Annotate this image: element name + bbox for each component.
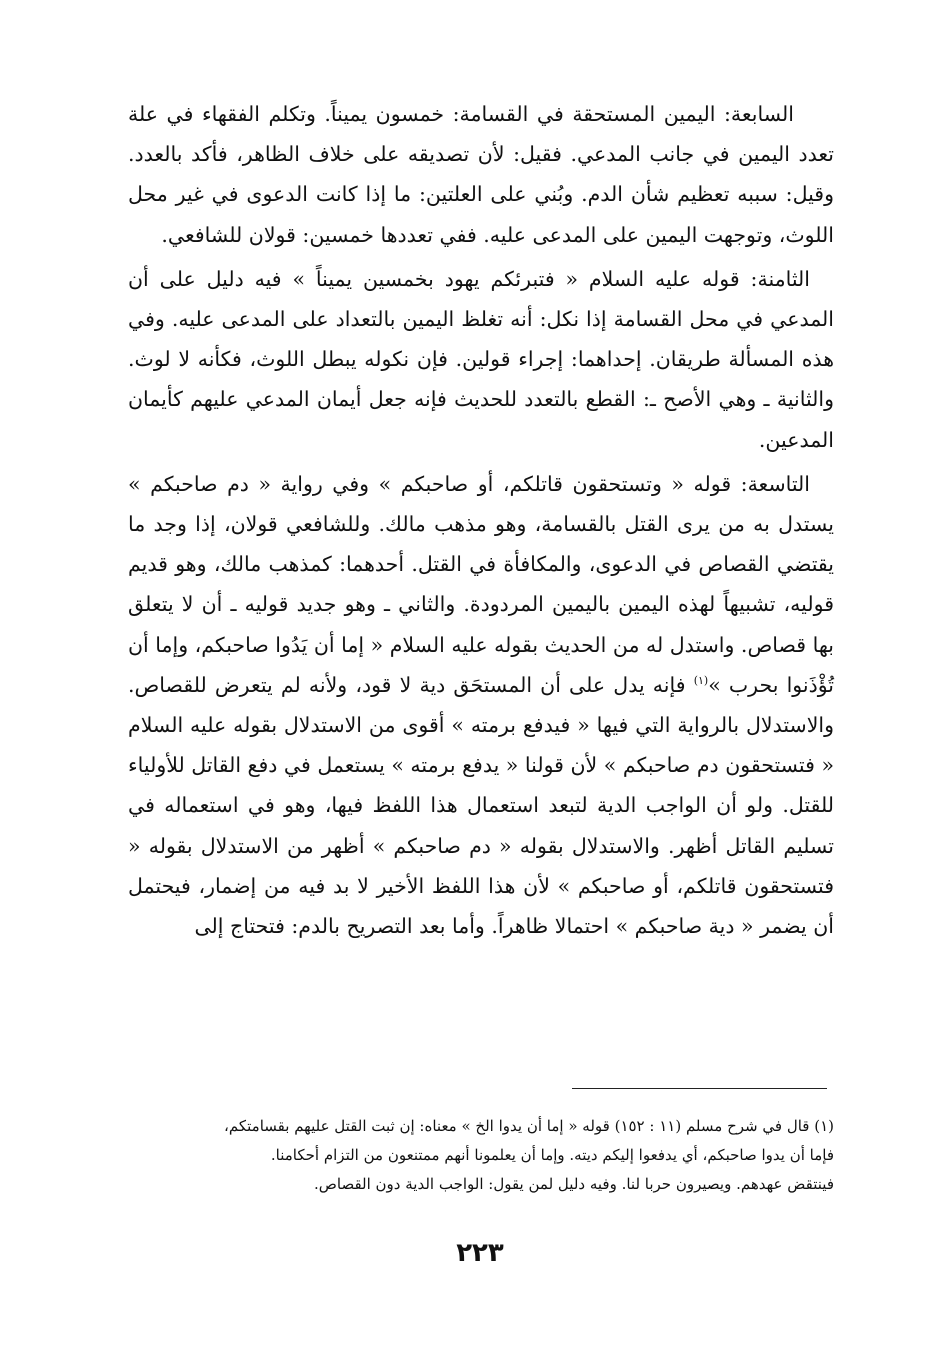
page-number: ٢٢٣ (456, 1238, 504, 1268)
main-text (128, 94, 834, 946)
paragraph-ninth (128, 464, 834, 946)
paragraph-eighth: الثامنة: قوله عليه السلام « فتبرئكم يهود بخمسين يميناً » فيه دليل على أن المدعي في محل القسامة إذا نكل: أنه تغلظ اليمين بالتعداد على المدعى عليه. وفي هذه المسألة طريقان. إحداهما: إجراء قولين. فإن نكوله يبطل اللوث، فكأنه لا لوث. والثانية ـ وهي الأصح ـ: القطع بالتعدد للحديث فإنه جعل أيمان المدعي عليهم كأيمان المدعين. (128, 266, 834, 452)
paragraph-ninth-text-after-note: فإنه يدل على أن المستحَق دية لا قود، ولأنه لم يتعرض للقصاص. والاستدلال بالرواية التي فيها « فيدفع برمته » أقوى من الاستدلال بقوله عليه السلام « فتستحقون دم صاحبكم » لأن قولنا « يدفع برمته » يستعمل في دفع القاتل للأولياء للقتل. ولو أن الواجب الدية لتبعد استعمال هذا اللفظ فيها، وهو في استعماله في تسليم القاتل أظهر. والاستدلال بقوله « دم صاحبكم » أظهر من الاستدلال بقوله « فتستحقون قاتلكم، أو صاحبكم » لأن هذا اللفظ الأخير لا بد فيه من إضمار، فيحتمل أن يضمر « دية صاحبكم » احتمالا ظاهراً. وأما بعد التصريح بالدم: فتحتاج إلى (128, 672, 834, 939)
paragraph-seventh: السابعة: اليمين المستحقة في القسامة: خمسون يميناً. وتكلم الفقهاء في علة تعدد اليمين في جانب المدعي. فقيل: لأن تصديقه على خلاف الظاهر، فأكد بالعدد. وقيل: سببه تعظيم شأن الدم. وبُني على العلتين: ما إذا كانت الدعوى في غير محل اللوث، وتوجهت اليمين على المدعى عليه. ففي تعددها خمسين: قولان للشافعي. (128, 102, 834, 247)
footnote-line: (١) قال في شرح مسلم (١١ : ١٥٢) قوله « إما أن يدوا الخ » معناه: إن ثبت القتل عليهم بقسامتكم، (224, 1117, 834, 1135)
footnote-line: فينتقض عهدهم. ويصيرون حربا لنا. وفيه دليل لمن يقول: الواجب الدية دون القصاص. (313, 1175, 834, 1193)
footnote-reference: (١) (693, 674, 709, 688)
footnote-separator (572, 1088, 827, 1089)
footnote-line: فإما أن يدوا صاحبكم، أي يدفعوا إليكم ديته. وإما أن يعلمونا أنهم ممتنعون من التزام أحكامنا. (270, 1146, 834, 1164)
paragraph-ninth-text-before-note: التاسعة: قوله « وتستحقون قاتلكم، أو صاحبكم » وفي رواية « دم صاحبكم » يستدل به من يرى القتل بالقسامة، وهو مذهب مالك. وللشافعي قولان، إذا وجد ما يقتضي القصاص في الدعوى، والمكافأة في القتل. أحدهما: كمذهب مالك، وهو قديم قوليه، تشبيهاً لهذه اليمين باليمين المردودة. والثاني ـ وهو جديد قوليه ـ أن لا يتعلق بها قصاص. واستدل له من الحديث بقوله عليه السلام « إما أن يَدُوا صاحبكم، وإما أن تُؤْذَنوا بحرب » (128, 471, 834, 697)
footnotes (160, 1112, 834, 1199)
